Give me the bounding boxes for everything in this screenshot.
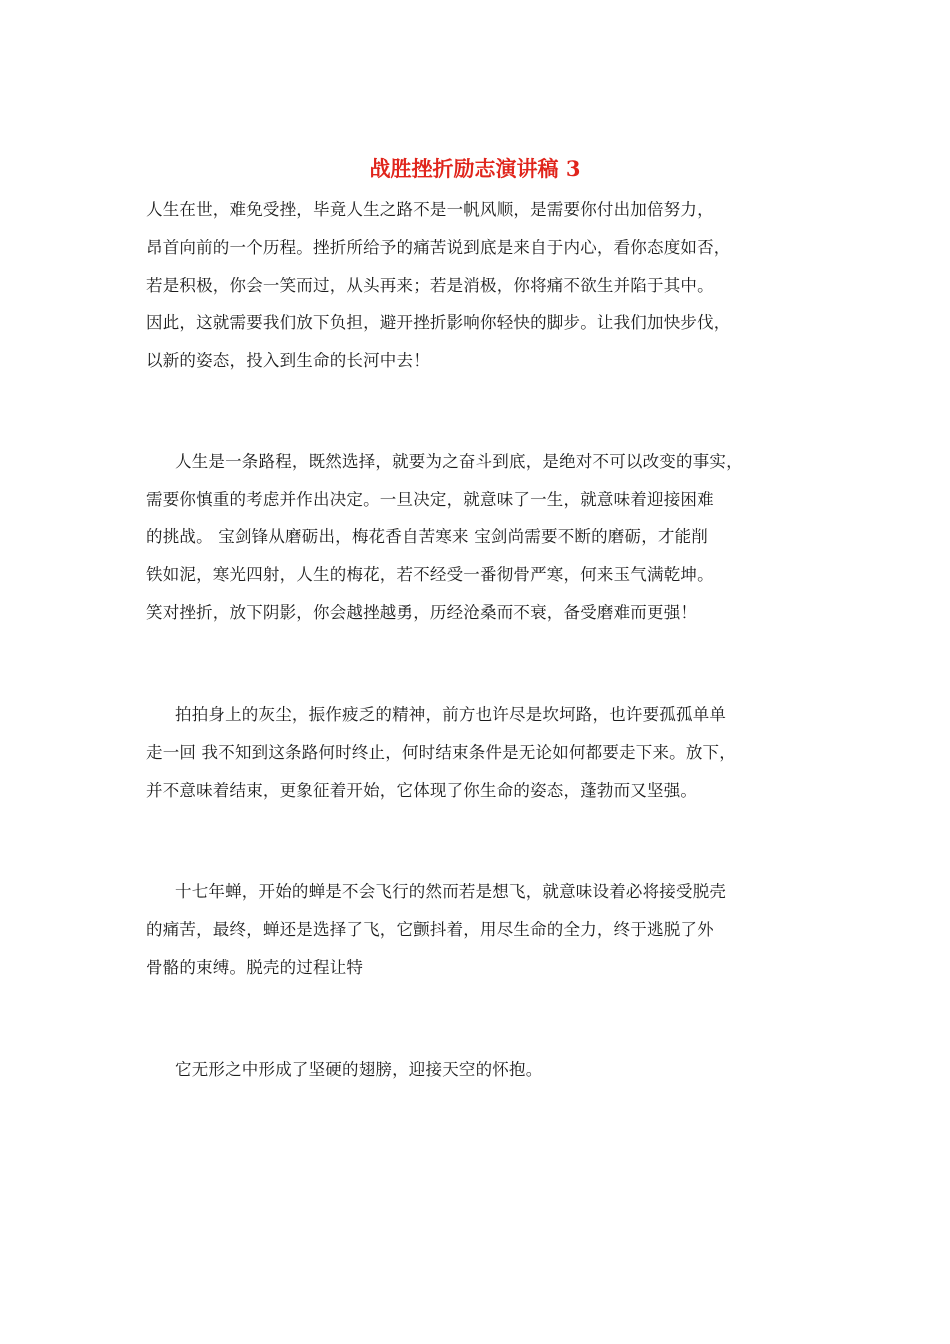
paragraph-2-line-1: 人生是一条路程，既然选择，就要为之奋斗到底，是绝对不可以改变的事实， <box>175 452 743 471</box>
paragraph-4-line-2: 的痛苦，最终，蝉还是选择了飞，它颤抖着，用尽生命的全力，终于逃脱了外 <box>146 920 714 939</box>
paragraph-2-line-5: 笑对挫折，放下阴影，你会越挫越勇，历经沧桑而不衰，备受磨难而更强！ <box>146 603 698 622</box>
paragraph-1-line-4: 因此，这就需要我们放下负担，避开挫折影响你轻快的脚步。让我们加快步伐， <box>146 313 731 332</box>
paragraph-1-line-2: 昂首向前的一个历程。挫折所给予的痛苦说到底是来自于内心，看你态度如否， <box>146 238 731 257</box>
paragraph-3-line-1: 拍拍身上的灰尘，振作疲乏的精神，前方也许尽是坎坷路，也许要孤孤单单 <box>175 705 727 724</box>
paragraph-3-line-3: 并不意味着结束，更象征着开始，它体现了你生命的姿态，蓬勃而又坚强。 <box>146 781 698 800</box>
paragraph-4-line-3: 骨骼的束缚。脱壳的过程让特 <box>146 958 364 977</box>
paragraph-4-line-1: 十七年蝉，开始的蝉是不会飞行的然而若是想飞，就意味设着必将接受脱壳 <box>175 882 727 901</box>
paragraph-2-line-4: 铁如泥，寒光四射，人生的梅花，若不经受一番彻骨严寒，何来玉气满乾坤。 <box>146 565 714 584</box>
paragraph-2-line-3: 的挑战。 宝剑锋从磨砺出，梅花香自苦寒来 宝剑尚需要不断的磨砺，才能削 <box>146 527 708 546</box>
paragraph-1-line-3: 若是积极，你会一笑而过，从头再来；若是消极，你将痛不欲生并陷于其中。 <box>146 276 714 295</box>
paragraph-3-line-2: 走一回 我不知到这条路何时终止，何时结束条件是无论如何都要走下来。放下， <box>146 743 736 762</box>
document-title: 战胜挫折励志演讲稿 3 <box>369 156 581 181</box>
paragraph-1-line-5: 以新的姿态，投入到生命的长河中去！ <box>146 351 430 370</box>
paragraph-1-line-1: 人生在世，难免受挫，毕竟人生之路不是一帆风顺，是需要你付出加倍努力， <box>146 200 714 219</box>
paragraph-5-line-1: 它无形之中形成了坚硬的翅膀，迎接天空的怀抱。 <box>175 1060 543 1079</box>
paragraph-2-line-2: 需要你慎重的考虑并作出决定。一旦决定，就意味了一生，就意味着迎接困难 <box>146 490 714 509</box>
